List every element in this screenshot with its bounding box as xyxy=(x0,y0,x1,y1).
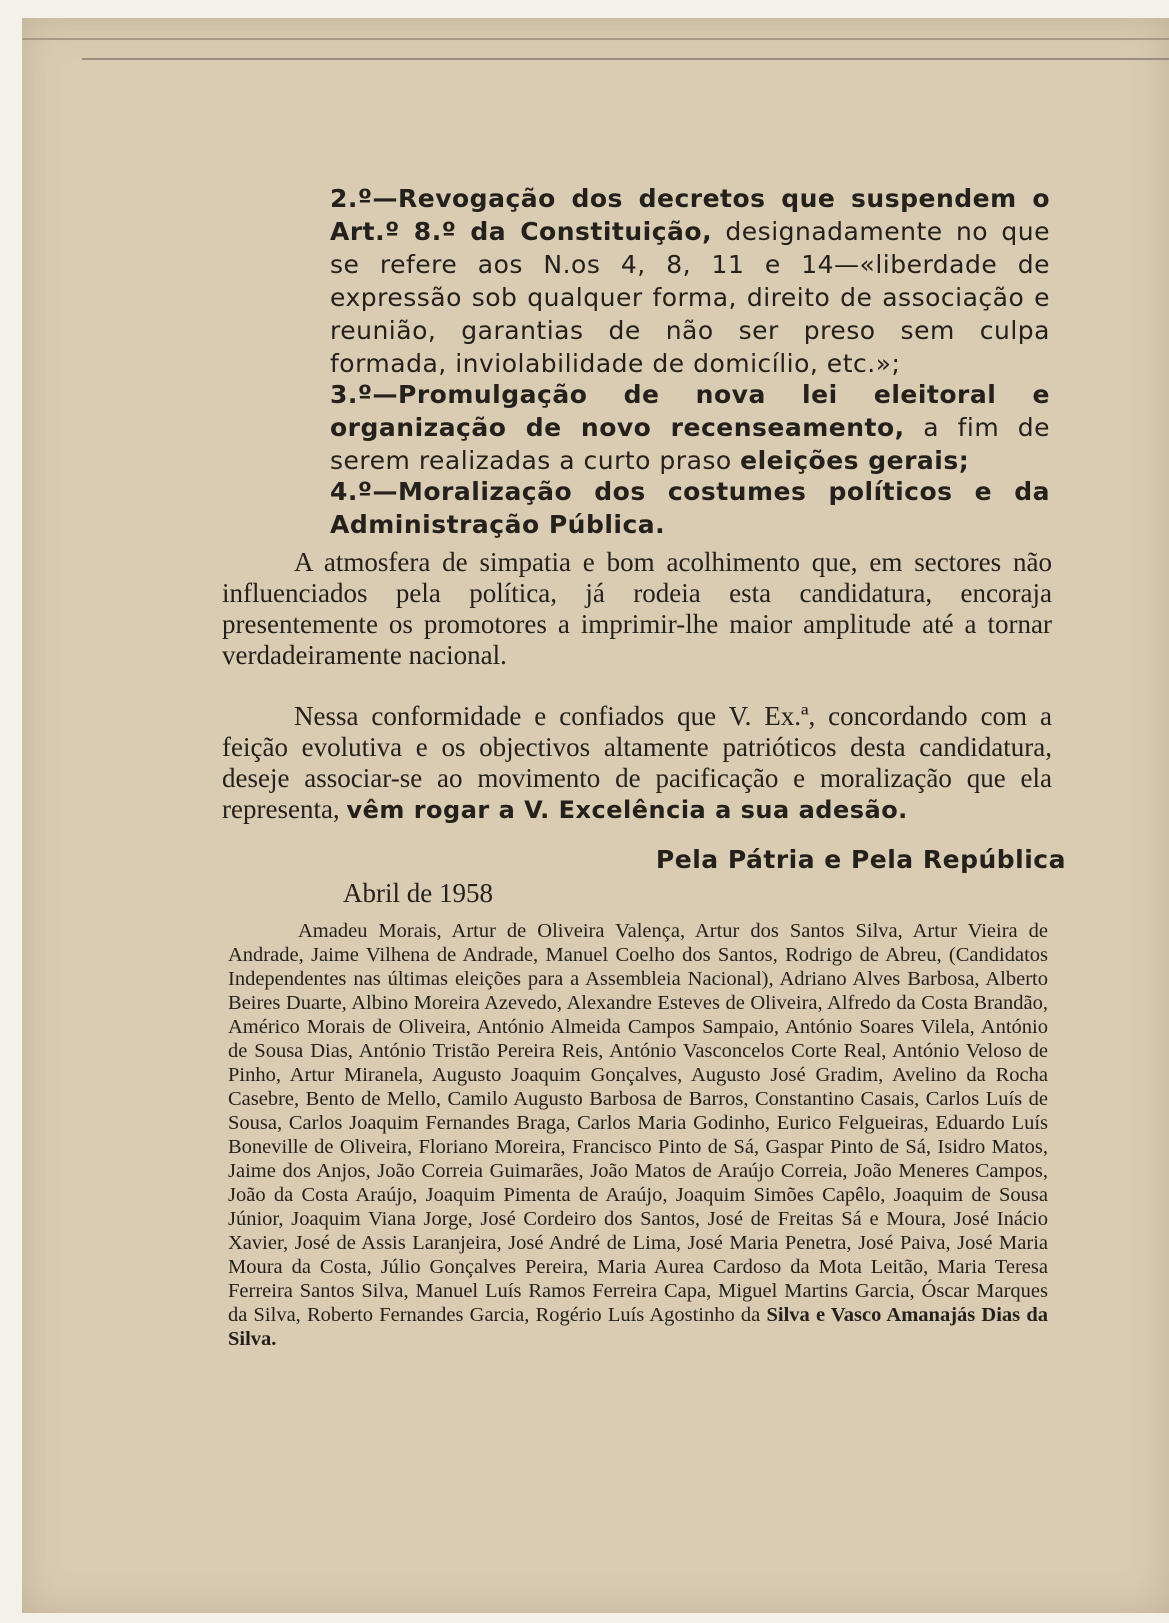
inner-border-line xyxy=(82,58,1169,60)
item-heading: Revogação dos decretos que suspendem o Art.º 8.º da Constituição, xyxy=(330,184,1050,246)
signatories-names: Amadeu Morais, Artur de Oliveira Valença, Artur dos Santos Silva, Artur Vieira de Andrade, Jaime Vilhena de Andrade, Manuel Coelho dos Santos, Rodrigo de Abreu, (Candidatos Independentes nas últimas eleições para a Assembleia Nacional), Adriano Alves Barbosa, Alberto Beires Duarte, Albino Moreira Azevedo, Alexandre Esteves de Oliveira, Alfredo da Costa Brandão, Américo Morais de Oliveira, António Almeida Campos Sampaio, António Soares Vilela, António de Sousa Dias, António Tristão Pereira Reis, António Vasconcelos Corte Real, António Veloso de Pinho, Artur Miranela, Augusto Joaquim Gonçalves, Augusto José Gradim, Avelino da Rocha Casebre, Bento de Mello, Camilo Augusto Barbosa de Barros, Constantino Casais, Carlos Luís de Sousa, Carlos Joaquim Fernandes Braga, Carlos Maria Godinho, Eurico Felgueiras, Eduardo Luís Boneville de Oliveira, Floriano Moreira, Francisco Pinto de Sá, Gaspar Pinto de Sá, Isidro Matos, Jaime dos Anjos, João Correia Guimarães, João Matos de Araújo Correia, João Meneres Campos, João da Costa Araújo, Joaquim Pimenta de Araújo, Joaquim Simões Capêlo, Joaquim de Sousa Júnior, Joaquim Viana Jorge, José Cordeiro dos Santos, José de Freitas Sá e Moura, José Inácio Xavier, José de Assis Laranjeira, José André de Lima, José Maria Penetra, José Paiva, José Maria Moura da Costa, Júlio Gonçalves Pereira, Maria Aurea Cardoso da Mota Leitão, Maria Teresa Ferreira Santos Silva, Manuel Luís Ramos Ferreira Capa, Miguel Martins Garcia, Óscar Marques da Silva, Roberto Fernandes Garcia, Rogério Luís Agostinho da xyxy=(228,920,1048,1326)
item-number: 2.º— xyxy=(330,184,398,213)
item-heading: Moralização dos costumes políticos e da Administração Pública. xyxy=(330,477,1050,539)
paragraph-atmosphere: A atmosfera de simpatia e bom acolhimento que, em sectores não influenciados pela política, já rodeia esta candidatura, encoraja presentemente os promotores a imprimir-lhe maior amplitude até a tornar verdadeiramente nacional. xyxy=(222,547,1052,670)
item-emphasis: eleições gerais; xyxy=(740,446,970,475)
signatories-final-names: Silva e Vasco Amanajás Dias da Silva. xyxy=(228,1304,1048,1350)
document-date: Abril de 1958 xyxy=(343,878,493,908)
item-number: 4.º— xyxy=(330,477,398,506)
paragraph-request xyxy=(222,701,1052,826)
demand-item-3 xyxy=(330,378,1050,477)
item-text: a fim de serem realizadas a curto praso xyxy=(330,413,1050,475)
item-heading: Promulgação de nova lei eleitoral e organização de novo recenseamento, xyxy=(330,380,1050,442)
demand-item-4 xyxy=(330,475,1050,541)
motto: Pela Pátria e Pela República xyxy=(655,845,1066,874)
signatories-list xyxy=(228,919,1048,1351)
paragraph-request-emphasis: vêm rogar a V. Excelência a sua adesão. xyxy=(346,796,908,824)
item-text: designadamente no que se refere aos N.os 4, 8, 11 e 14—«liberdade de expressão sob qualquer forma, direito de associação e reunião, garantias de não ser preso sem culpa formada, inviolabilidade de domicílio, etc.»; xyxy=(330,217,1050,378)
item-number: 3.º— xyxy=(330,380,398,409)
top-border-line xyxy=(22,38,1169,40)
demand-item-2 xyxy=(330,182,1050,380)
paragraph-request-text: Nessa conformidade e confiados que V. Ex.ª, concordando com a feição evolutiva e os objectivos altamente patrióticos desta candidatura, deseje associar-se ao movimento de pacificação e moralização que ela representa, xyxy=(222,701,1052,824)
